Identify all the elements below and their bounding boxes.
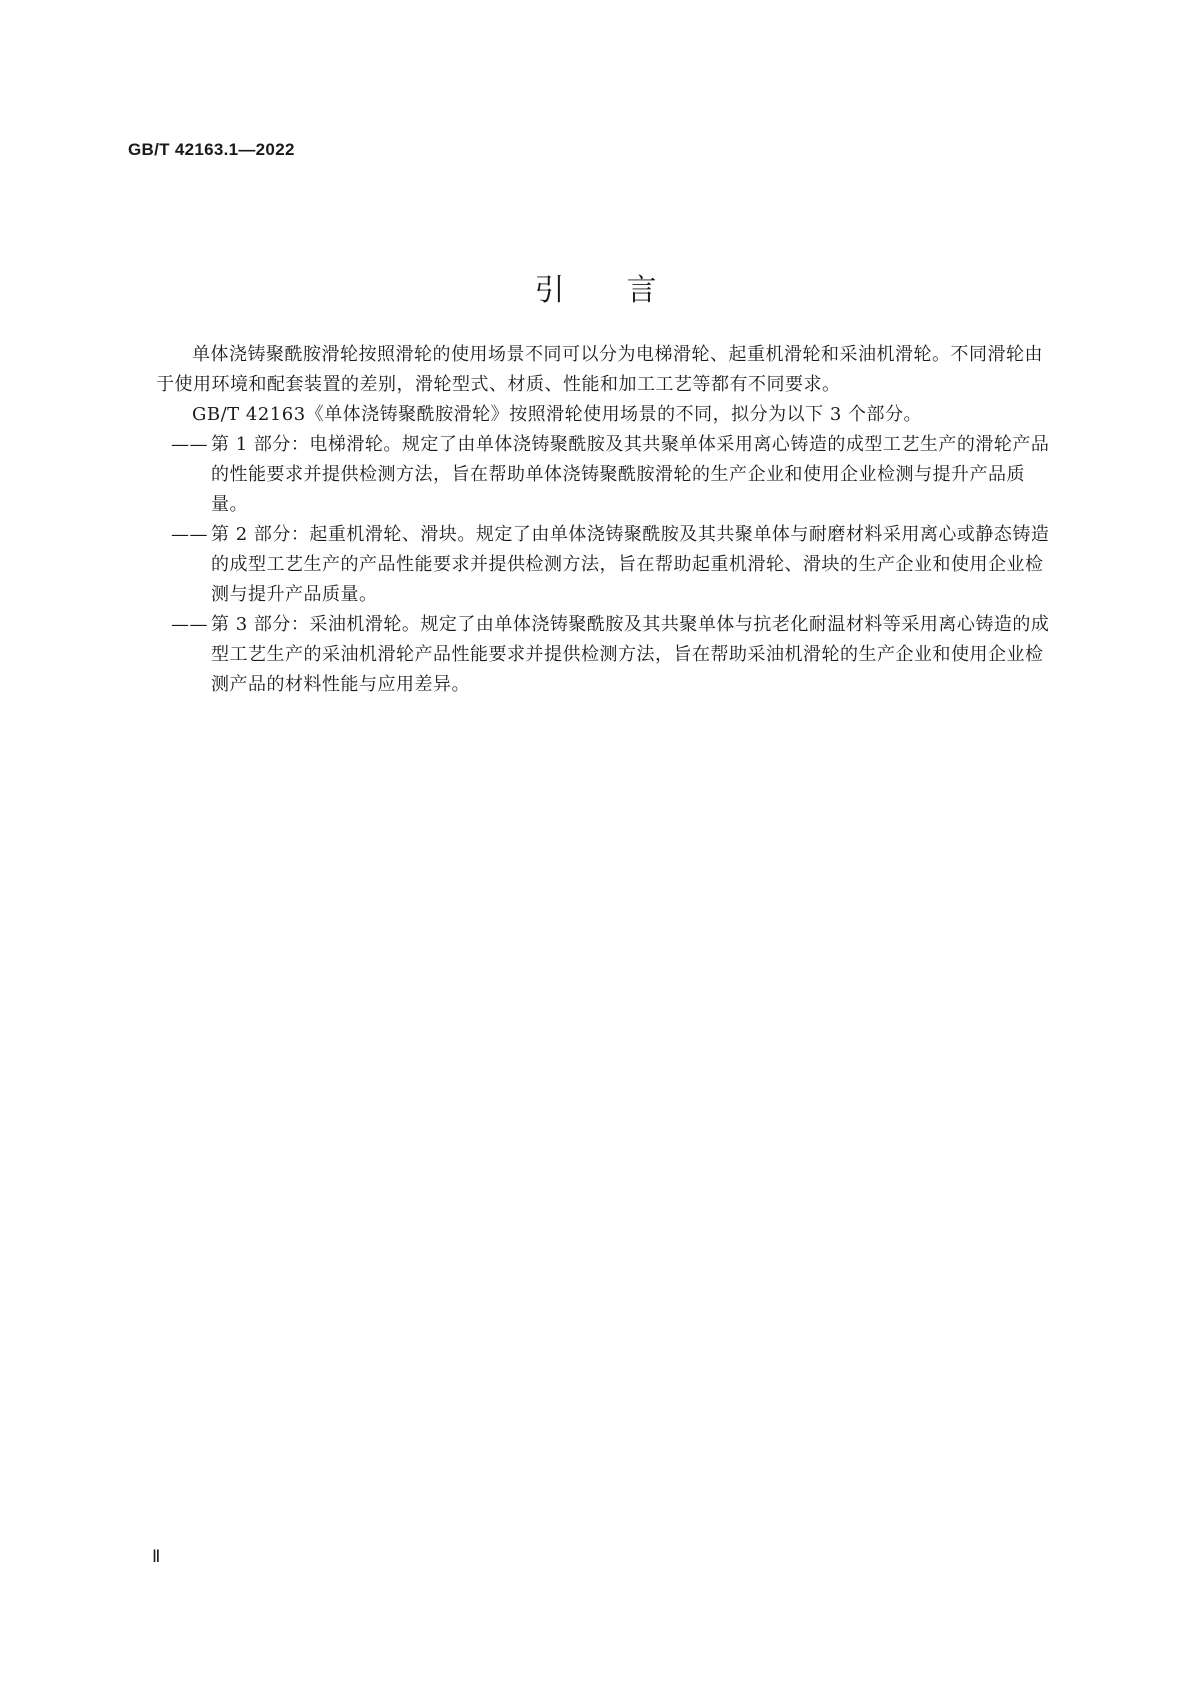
list-item-text: 第 3 部分：采油机滑轮。规定了由单体浇铸聚酰胺及其共聚单体与抗老化耐温材料等采用离心铸造的成型工艺生产的采油机滑轮产品性能要求并提供检测方法，旨在帮助采油机滑轮的生产企业和使用企业检测产品的材料性能与应用差异。 bbox=[211, 614, 1050, 695]
list-dash: —— bbox=[171, 524, 208, 545]
list-item-text: 第 2 部分：起重机滑轮、滑块。规定了由单体浇铸聚酰胺及其共聚单体与耐磨材料采用离心或静态铸造的成型工艺生产的产品性能要求并提供检测方法，旨在帮助起重机滑轮、滑块的生产企业和使用企业检测与提升产品质量。 bbox=[211, 524, 1050, 605]
list-item-text: 第 1 部分：电梯滑轮。规定了由单体浇铸聚酰胺及其共聚单体采用离心铸造的成型工艺生产的滑轮产品的性能要求并提供检测方法，旨在帮助单体浇铸聚酰胺滑轮的生产企业和使用企业检测与提升产品质量。 bbox=[211, 434, 1050, 515]
standard-code: GB/T 42163.1—2022 bbox=[128, 140, 295, 159]
list-item-part-3 bbox=[156, 610, 1056, 700]
page-title: 引言 bbox=[534, 273, 719, 309]
parts-overview-paragraph: GB/T 42163《单体浇铸聚酰胺滑轮》按照滑轮使用场景的不同，拟分为以下 3 个部分。 bbox=[192, 404, 923, 425]
list-item-part-2 bbox=[156, 520, 1056, 610]
intro-paragraph: 单体浇铸聚酰胺滑轮按照滑轮的使用场景不同可以分为电梯滑轮、起重机滑轮和采油机滑轮。不同滑轮由于使用环境和配套装置的差别，滑轮型式、材质、性能和加工工艺等都有不同要求。 bbox=[156, 344, 1043, 395]
list-dash: —— bbox=[171, 614, 208, 635]
list-item-part-1 bbox=[156, 430, 1056, 520]
list-dash: —— bbox=[171, 434, 208, 455]
document-body bbox=[156, 340, 1056, 700]
page-number: Ⅱ bbox=[152, 1547, 161, 1566]
